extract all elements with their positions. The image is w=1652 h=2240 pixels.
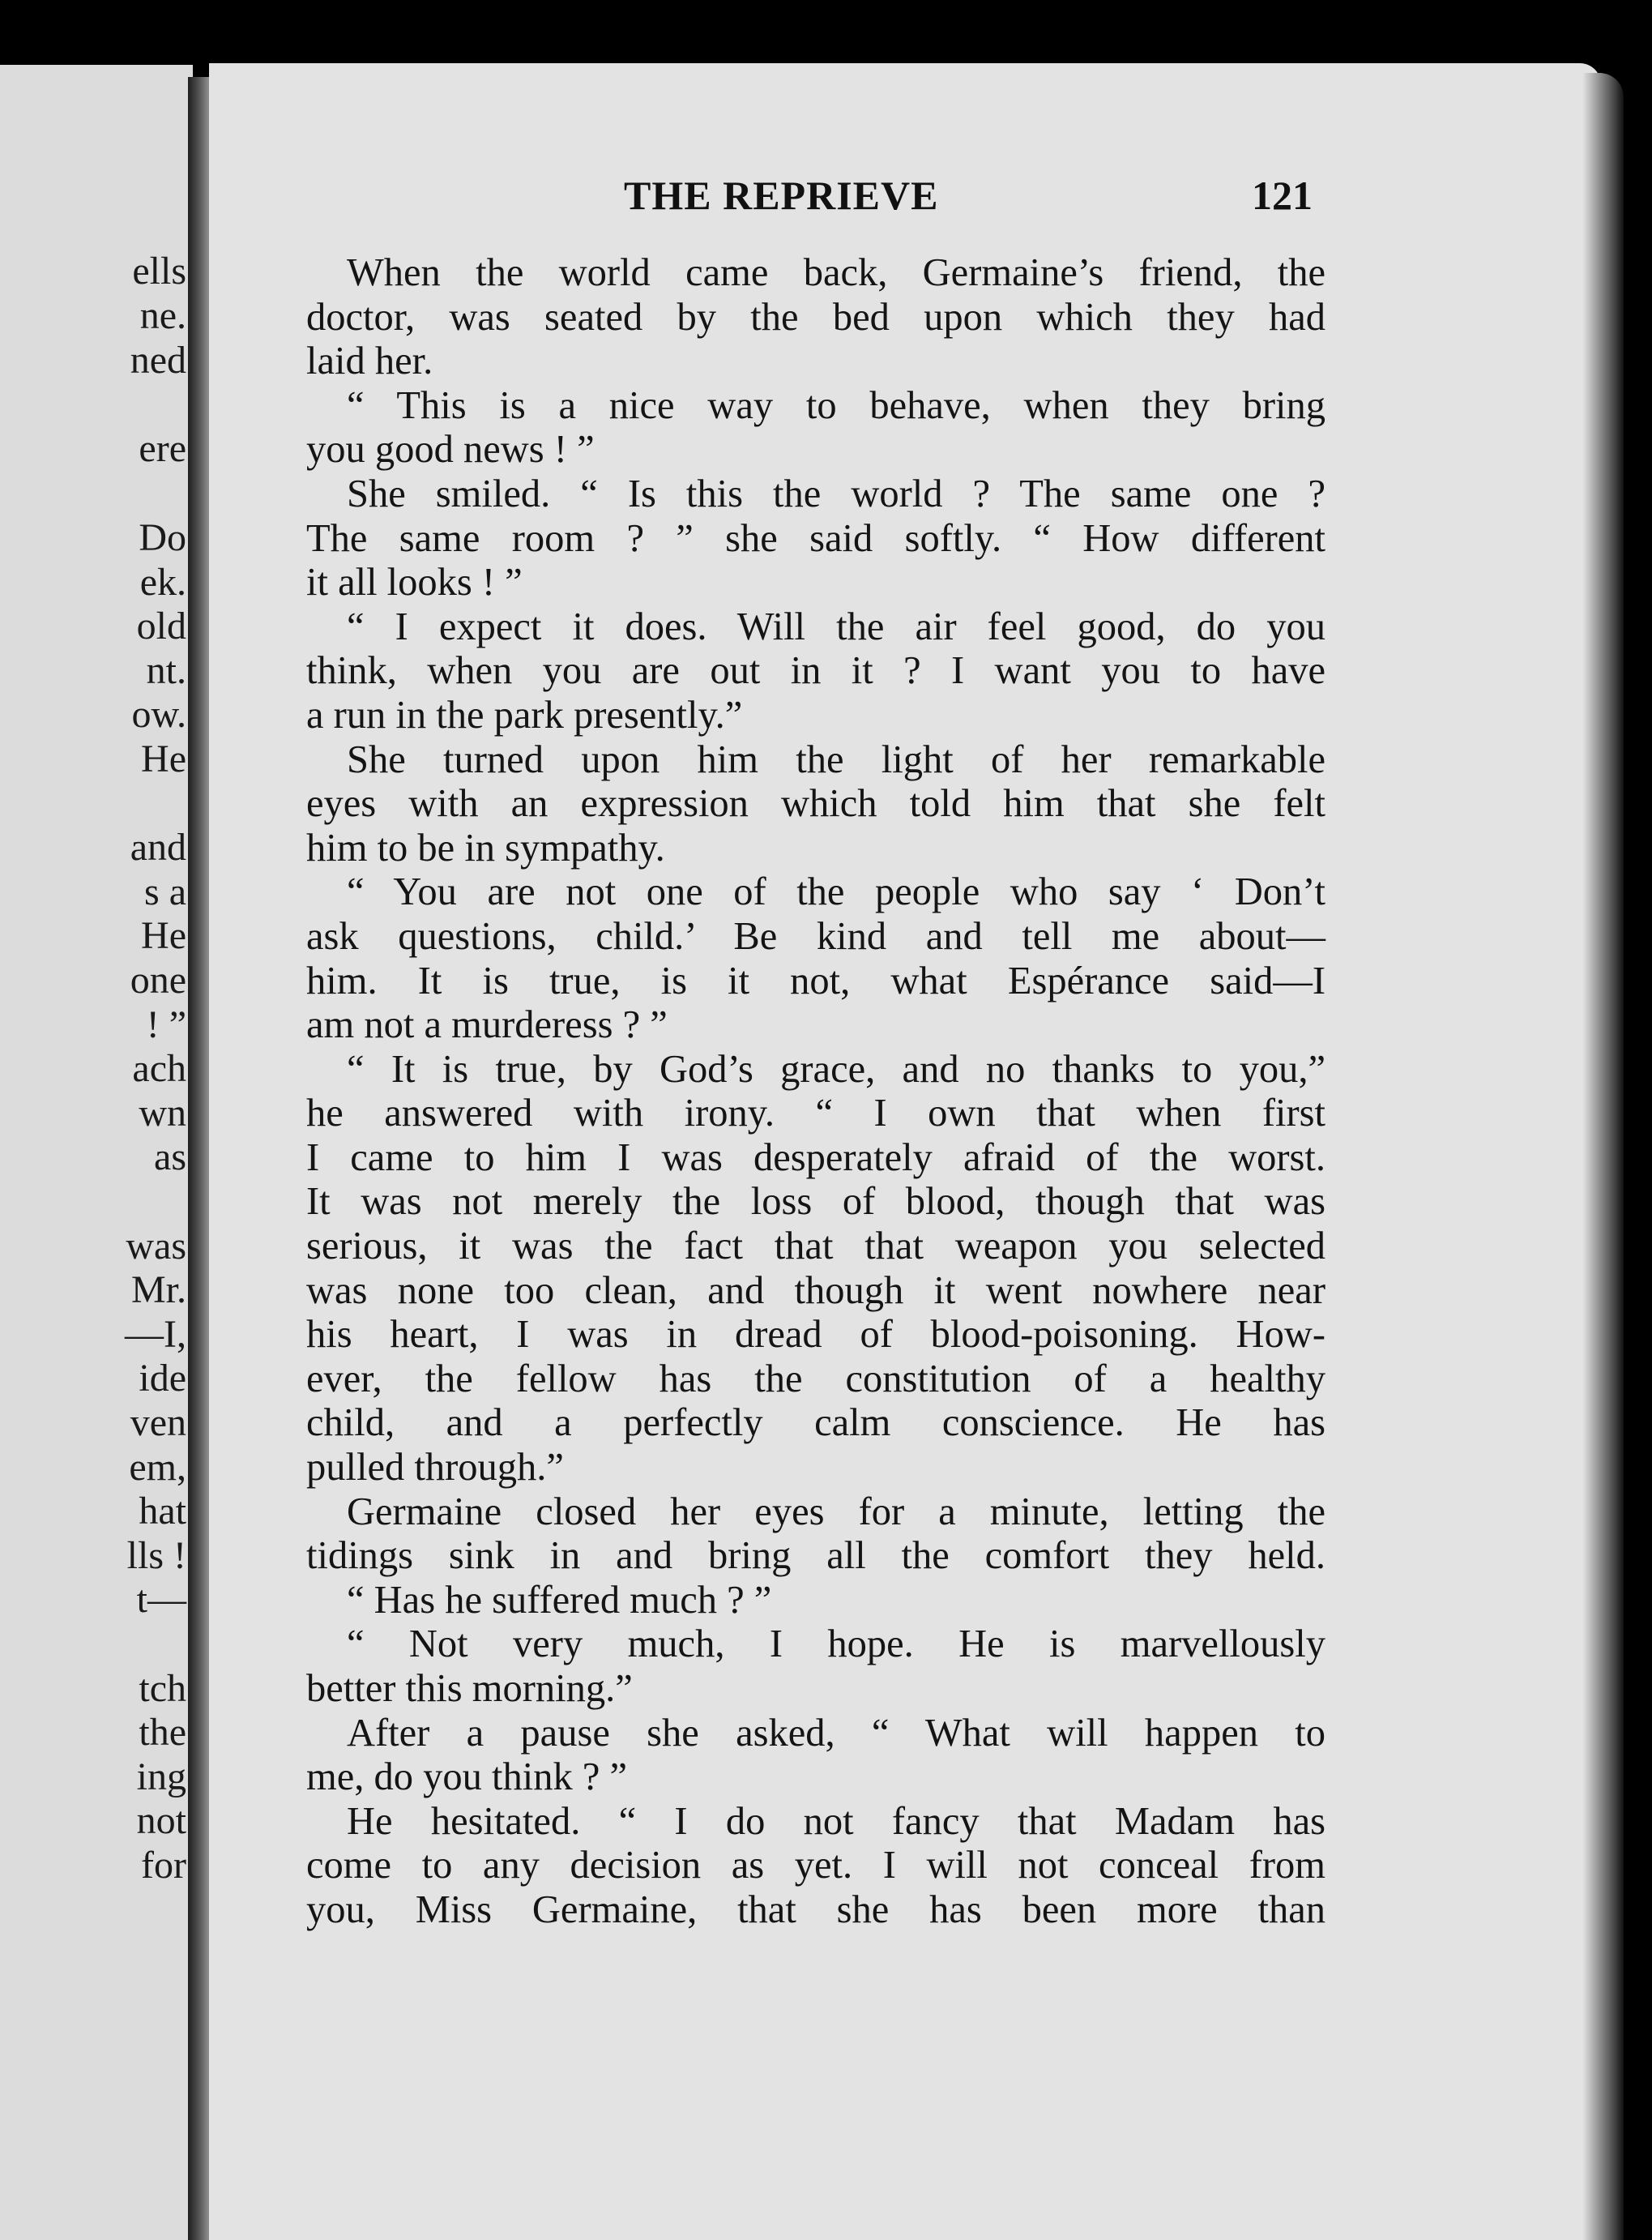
text-line: eyes with an expression which told him that she felt (306, 782, 1325, 826)
facing-page-fragment: as (154, 1135, 186, 1178)
page-number: 121 (1252, 173, 1313, 218)
text-line: he answered with irony. “ I own that when first (306, 1092, 1325, 1135)
text-line: She smiled. “ Is this the world ? The same one ? (347, 472, 1325, 515)
text-line: child, and a perfectly calm conscience. He has (306, 1401, 1325, 1445)
text-line: serious, it was the fact that that weapon you selected (306, 1225, 1325, 1268)
body-text (306, 251, 1325, 1933)
text-line: think, when you are out in it ? I want you to have (306, 649, 1325, 693)
facing-page-fragment: and (130, 826, 186, 869)
facing-page-fragment: ek. (139, 561, 186, 604)
text-line: was none too clean, and though it went nowhere near (306, 1268, 1325, 1312)
facing-page-fragment: t— (136, 1578, 186, 1621)
facing-page-fragment: ere (139, 427, 186, 470)
facing-page-fragment: —I, (125, 1313, 186, 1356)
facing-page-fragment: ach (132, 1047, 186, 1090)
facing-page-fragment: ned (130, 339, 186, 382)
facing-page-fragment: ells (132, 250, 186, 293)
facing-page-fragment: Do (139, 516, 186, 559)
text-line: I came to him I was desperately afraid of the worst. (306, 1135, 1325, 1179)
text-line: It was not merely the loss of blood, though that was (306, 1180, 1325, 1224)
facing-page-fragment: wn (139, 1092, 186, 1135)
text-line: ever, the fellow has the constitution of a healthy (306, 1357, 1325, 1400)
facing-page-fragment: Mr. (130, 1268, 186, 1311)
text-line: The same room ? ” she said softly. “ How different (306, 516, 1325, 560)
facing-page-fragment: ! ” (146, 1003, 186, 1046)
text-line: “ You are not one of the people who say ‘ Don’t (347, 870, 1325, 914)
text-line: tidings sink in and bring all the comfort they held. (306, 1534, 1325, 1578)
text-line: pulled through.” (306, 1446, 564, 1490)
facing-page-fragment: nt. (146, 649, 186, 692)
facing-page-fragment: ne. (139, 294, 186, 337)
text-line: “ Not very much, I hope. He is marvellously (347, 1622, 1325, 1666)
facing-page-fragment: ven (130, 1401, 186, 1444)
text-line: a run in the park presently.” (306, 693, 743, 737)
facing-page-fragment: ide (139, 1357, 186, 1400)
text-line: am not a murderess ? ” (306, 1003, 668, 1047)
facing-page-fragment: hat (139, 1490, 186, 1533)
facing-page-fragment: for (141, 1844, 186, 1887)
facing-page-edge (0, 65, 193, 2240)
facing-page-fragment: lls ! (126, 1534, 186, 1577)
text-line: laid her. (306, 340, 433, 383)
text-line: his heart, I was in dread of blood-poisoning. How- (306, 1313, 1325, 1357)
text-line: him. It is true, is it not, what Espérance said—I (306, 959, 1325, 1002)
text-line: After a pause she asked, “ What will happen to (347, 1711, 1325, 1755)
facing-page-fragment: ow. (131, 693, 186, 736)
facing-page-fragment: was (126, 1225, 186, 1267)
text-line: it all looks ! ” (306, 561, 523, 605)
text-line: him to be in sympathy. (306, 826, 665, 870)
facing-page-fragment: He (141, 914, 186, 957)
text-line: “ This is a nice way to behave, when they bring (347, 383, 1325, 427)
facing-page-fragment: not (136, 1799, 186, 1842)
text-line: come to any decision as yet. I will not conceal from (306, 1844, 1325, 1887)
facing-page-fragment: s a (144, 870, 186, 913)
text-line: When the world came back, Germaine’s friend, the (347, 251, 1325, 294)
text-line: She turned upon him the light of her remarkable (347, 737, 1325, 781)
facing-page-fragment: one (130, 959, 186, 1002)
text-line: ask questions, child.’ Be kind and tell me about— (306, 914, 1325, 958)
text-line: you good news ! ” (306, 428, 595, 472)
facing-page-fragment: He (141, 737, 186, 780)
facing-page-fragment: tch (139, 1667, 186, 1710)
running-head: THE REPRIEVE (624, 173, 939, 218)
text-line: you, Miss Germaine, that she has been more than (306, 1887, 1325, 1931)
facing-page-fragment: old (136, 605, 186, 648)
page-edge-shadow (1583, 73, 1624, 2240)
text-line: me, do you think ? ” (306, 1755, 628, 1799)
text-line: “ It is true, by God’s grace, and no thanks to you,” (347, 1047, 1325, 1091)
facing-page-fragment: em, (129, 1446, 186, 1489)
text-line: Germaine closed her eyes for a minute, letting the (347, 1490, 1325, 1533)
text-line: “ Has he suffered much ? ” (347, 1578, 772, 1622)
text-line: better this morning.” (306, 1667, 633, 1710)
facing-page-fragment: the (139, 1711, 186, 1754)
text-line: He hesitated. “ I do not fancy that Madam has (347, 1799, 1325, 1843)
text-line: “ I expect it does. Will the air feel good, do you (347, 605, 1325, 648)
text-line: doctor, was seated by the bed upon which they had (306, 295, 1325, 339)
facing-page-fragment: ing (136, 1755, 186, 1798)
